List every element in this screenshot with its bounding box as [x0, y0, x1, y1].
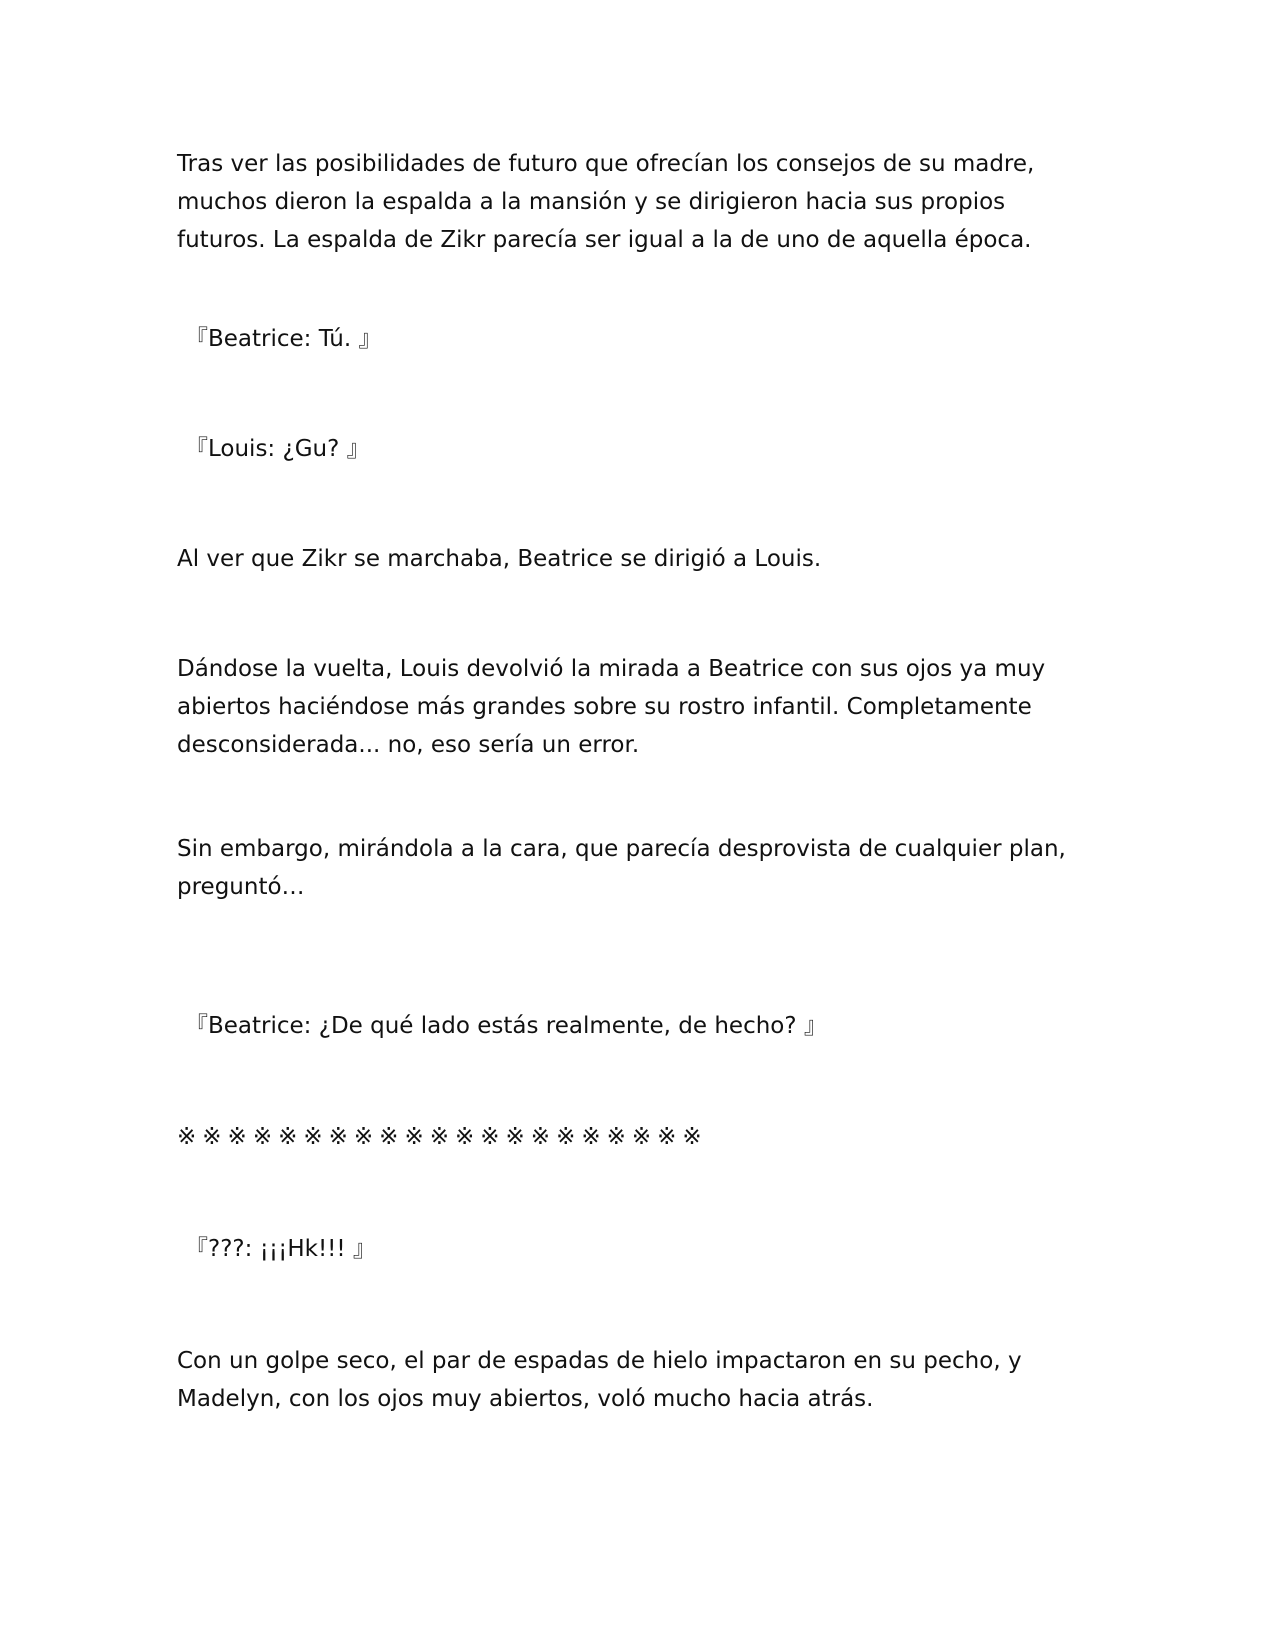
paragraph-opening-narration: Tras ver las posibilidades de futuro que ofrecían los consejos de su madre, muchos dieron la espalda a la mansión y se dirigieron hacia sus propios futuros. La espalda de Zikr parecía ser igual a la de uno de aquella época. — [177, 151, 1035, 253]
dialogue-beatrice-question: 『Beatrice: ¿De qué lado estás realmente, de hecho? 』 — [185, 1013, 827, 1039]
paragraph-zikr-leaves: Al ver que Zikr se marchaba, Beatrice se dirigió a Louis. — [177, 546, 822, 572]
scene-separator: ※※※※※※※※※※※※※※※※※※※※※ — [177, 1124, 708, 1150]
paragraph-asked: Sin embargo, mirándola a la cara, que parecía desprovista de cualquier plan, preguntó… — [177, 836, 1066, 900]
paragraph-louis-turns: Dándose la vuelta, Louis devolvió la mirada a Beatrice con sus ojos ya muy abiertos haciéndose más grandes sobre su rostro infantil. Completamente desconsiderada... no, eso sería un error. — [177, 656, 1046, 758]
dialogue-louis-gu: 『Louis: ¿Gu? 』 — [185, 436, 370, 462]
paragraph-ice-swords: Con un golpe seco, el par de espadas de hielo impactaron en su pecho, y Madelyn, con los ojos muy abiertos, voló mucho hacia atrás. — [177, 1348, 1022, 1412]
dialogue-beatrice-tu: 『Beatrice: Tú. 』 — [185, 326, 382, 352]
dialogue-unknown-hk: 『???: ¡¡¡Hk!!! 』 — [185, 1236, 376, 1262]
